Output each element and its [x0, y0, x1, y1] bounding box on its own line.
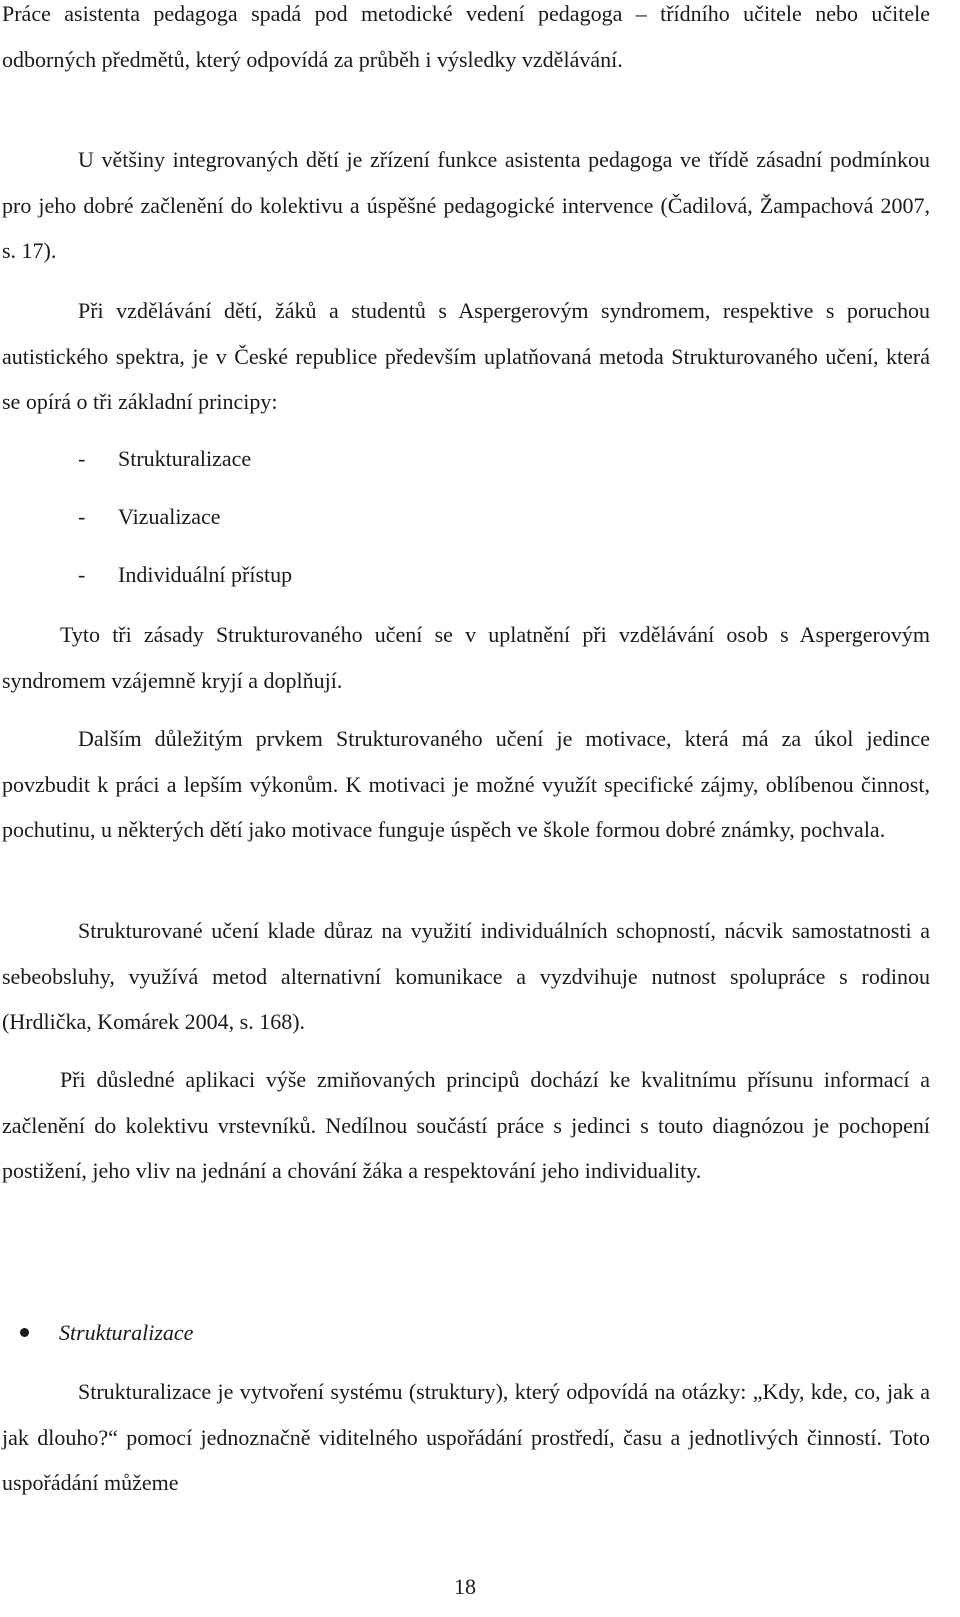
page-number: 18 [454, 1574, 476, 1599]
principles-list [78, 436, 292, 610]
list-dash: - [78, 562, 86, 587]
list-item [78, 436, 292, 494]
list-dash: - [78, 446, 86, 471]
bullet-icon [20, 1328, 29, 1337]
list-dash: - [78, 504, 86, 529]
section-heading-label: Strukturalizace [59, 1320, 194, 1345]
list-item [78, 552, 292, 610]
paragraph-structured-learning-emphasis: Strukturované učení klade důraz na využití individuálních schopností, nácvik samostatnosti a sebeobsluhy, využívá metod alternativní komunikace a vyzdvihuje nutnost spolupráce s rodinou (Hrdlička, Komárek 2004, s. 168). [2, 918, 930, 1034]
list-item-label: Strukturalizace [118, 446, 252, 471]
paragraph-motivation: Dalším důležitým prvkem Strukturovaného učení je motivace, která má za úkol jedince povzbudit k práci a lepším výkonům. K motivaci je možné využít specifické zájmy, oblíbenou činnost, pochutinu, u některých dětí jako motivace funguje úspěch ve škole formou dobré známky, pochvala. [2, 726, 930, 842]
list-item-label: Vizualizace [118, 504, 221, 529]
list-item-label: Individuální přístup [118, 562, 293, 587]
paragraph-assistant-supervision: Práce asistenta pedagoga spadá pod metodické vedení pedagoga – třídního učitele nebo učitele odborných předmětů, který odpovídá za průběh i výsledky vzdělávání. [2, 1, 930, 72]
paragraph-structuralization-definition: Strukturalizace je vytvoření systému (struktury), který odpovídá na otázky: „Kdy, kde, co, jak a jak dlouho?“ pomocí jednoznačně viditelného uspořádání prostředí, času a jednotlivých činností. Toto uspořádání můžeme [2, 1379, 930, 1495]
paragraph-principles-overlap: Tyto tři zásady Strukturovaného učení se v uplatnění při vzdělávání osob s Aspergerovým syndromem vzájemně kryjí a doplňují. [2, 622, 930, 693]
list-item [78, 494, 292, 552]
paragraph-assistant-integration: U většiny integrovaných dětí je zřízení funkce asistenta pedagoga ve třídě zásadní podmínkou pro jeho dobré začlenění do kolektivu a úspěšné pedagogické intervence (Čadilová, Žampachová 2007, s. 17). [2, 147, 930, 263]
paragraph-structured-learning-intro: Při vzdělávání dětí, žáků a studentů s Aspergerovým syndromem, respektive s poruchou autistického spektra, je v České republice především uplatňovaná metoda Strukturovaného učení, která se opírá o tři základní principy: [2, 298, 930, 414]
paragraph-consistent-application: Při důsledné aplikaci výše zmiňovaných principů dochází ke kvalitnímu přísunu informací a začlenění do kolektivu vrstevníků. Nedílnou součástí práce s jedinci s touto diagnózou je pochopení postižení, jeho vliv na jednání a chování žáka a respektování jeho individuality. [2, 1067, 930, 1183]
section-heading [20, 1310, 193, 1356]
